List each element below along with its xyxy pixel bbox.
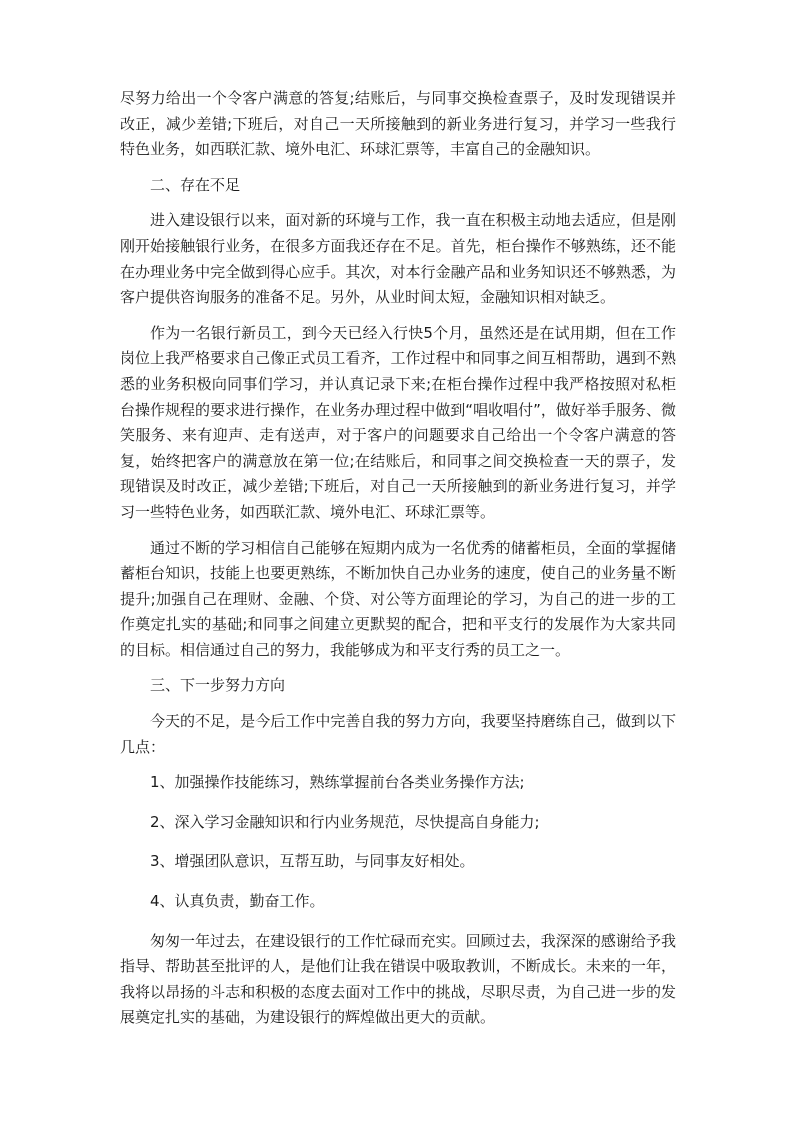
intro-paragraph: 尽努力给出一个令客户满意的答复;结账后，与同事交换检查票子，及时发现错误并改正，减少差错;下班后，对自己一天所接触到的新业务进行复习，并学习一些我行特色业务，如西联汇款、境外电汇、环球汇票等，丰富自己的金融知识。 — [120, 89, 676, 159]
section-heading-next-steps: 三、下一步努力方向 — [150, 676, 286, 695]
list-item: 3、增强团队意识，互帮互助，与同事友好相处。 — [150, 852, 475, 871]
list-item: 1、加强操作技能练习，熟练掌握前台各类业务操作方法; — [150, 773, 525, 792]
paragraph-goals: 通过不断的学习相信自己能够在短期内成为一名优秀的储蓄柜员，全面的掌握储蓄柜台知识，技能上也要更熟练，不断加快自己办业务的速度，使自己的业务量不断提升;加强自己在理财、金融、个贷、对公等方面理论的学习，为自己的进一步的工作奠定扎实的基础;和同事之间建立更默契的配合，把和平支行的发展作为大家共同的目标。相信通过自己的努力，我能够成为和平支行秀的员工之一。 — [120, 538, 676, 659]
list-item: 4、认真负责，勤奋工作。 — [150, 892, 325, 911]
paragraph-next-steps-intro: 今天的不足，是今后工作中完善自我的努力方向，我要坚持磨练自己，做到以下几点： — [120, 712, 676, 756]
list-item: 2、深入学习金融知识和行内业务规范，尽快提高自身能力; — [150, 812, 540, 831]
document-page — [120, 86, 676, 1041]
section-heading-shortcomings: 二、存在不足 — [150, 175, 241, 194]
paragraph-work-summary: 作为一名银行新员工，到今天已经入行快5个月，虽然还是在试用期，但在工作岗位上我严格要求自己像正式员工看齐，工作过程中和同事之间互相帮助，遇到不熟悉的业务积极向同事们学习，并认真记录下来;在柜台操作过程中我严格按照对私柜台操作规程的要求进行操作，在业务办理过程中做到“唱收唱付”，做好举手服务、微笑服务、来有迎声、走有送声，对于客户的问题要求自己给出一个令客户满意的答复，始终把客户的满意放在第一位;在结账后，和同事之间交换检查一天的票子，发现错误及时改正，减少差错;下班后，对自己一天所接触到的新业务进行复习，并学习一些特色业务，如西联汇款、境外电汇、环球汇票等。 — [120, 323, 676, 521]
closing-paragraph: 匆匆一年过去，在建设银行的工作忙碌而充实。回顾过去，我深深的感谢给予我指导、帮助甚至批评的人，是他们让我在错误中吸取教训，不断成长。未来的一年，我将以昂扬的斗志和积极的态度去面对工作中的挑战，尽职尽责，为自己进一步的发展奠定扎实的基础，为建设银行的辉煌做出更大的贡献。 — [120, 931, 676, 1027]
paragraph-shortcomings: 进入建设银行以来，面对新的环境与工作，我一直在积极主动地去适应，但是刚刚开始接触银行业务，在很多方面我还存在不足。首先，柜台操作不够熟练，还不能在办理业务中完全做到得心应手。其次，对本行金融产品和业务知识还不够熟悉，为客户提供咨询服务的准备不足。另外，从业时间太短，金融知识相对缺乏。 — [120, 211, 676, 307]
